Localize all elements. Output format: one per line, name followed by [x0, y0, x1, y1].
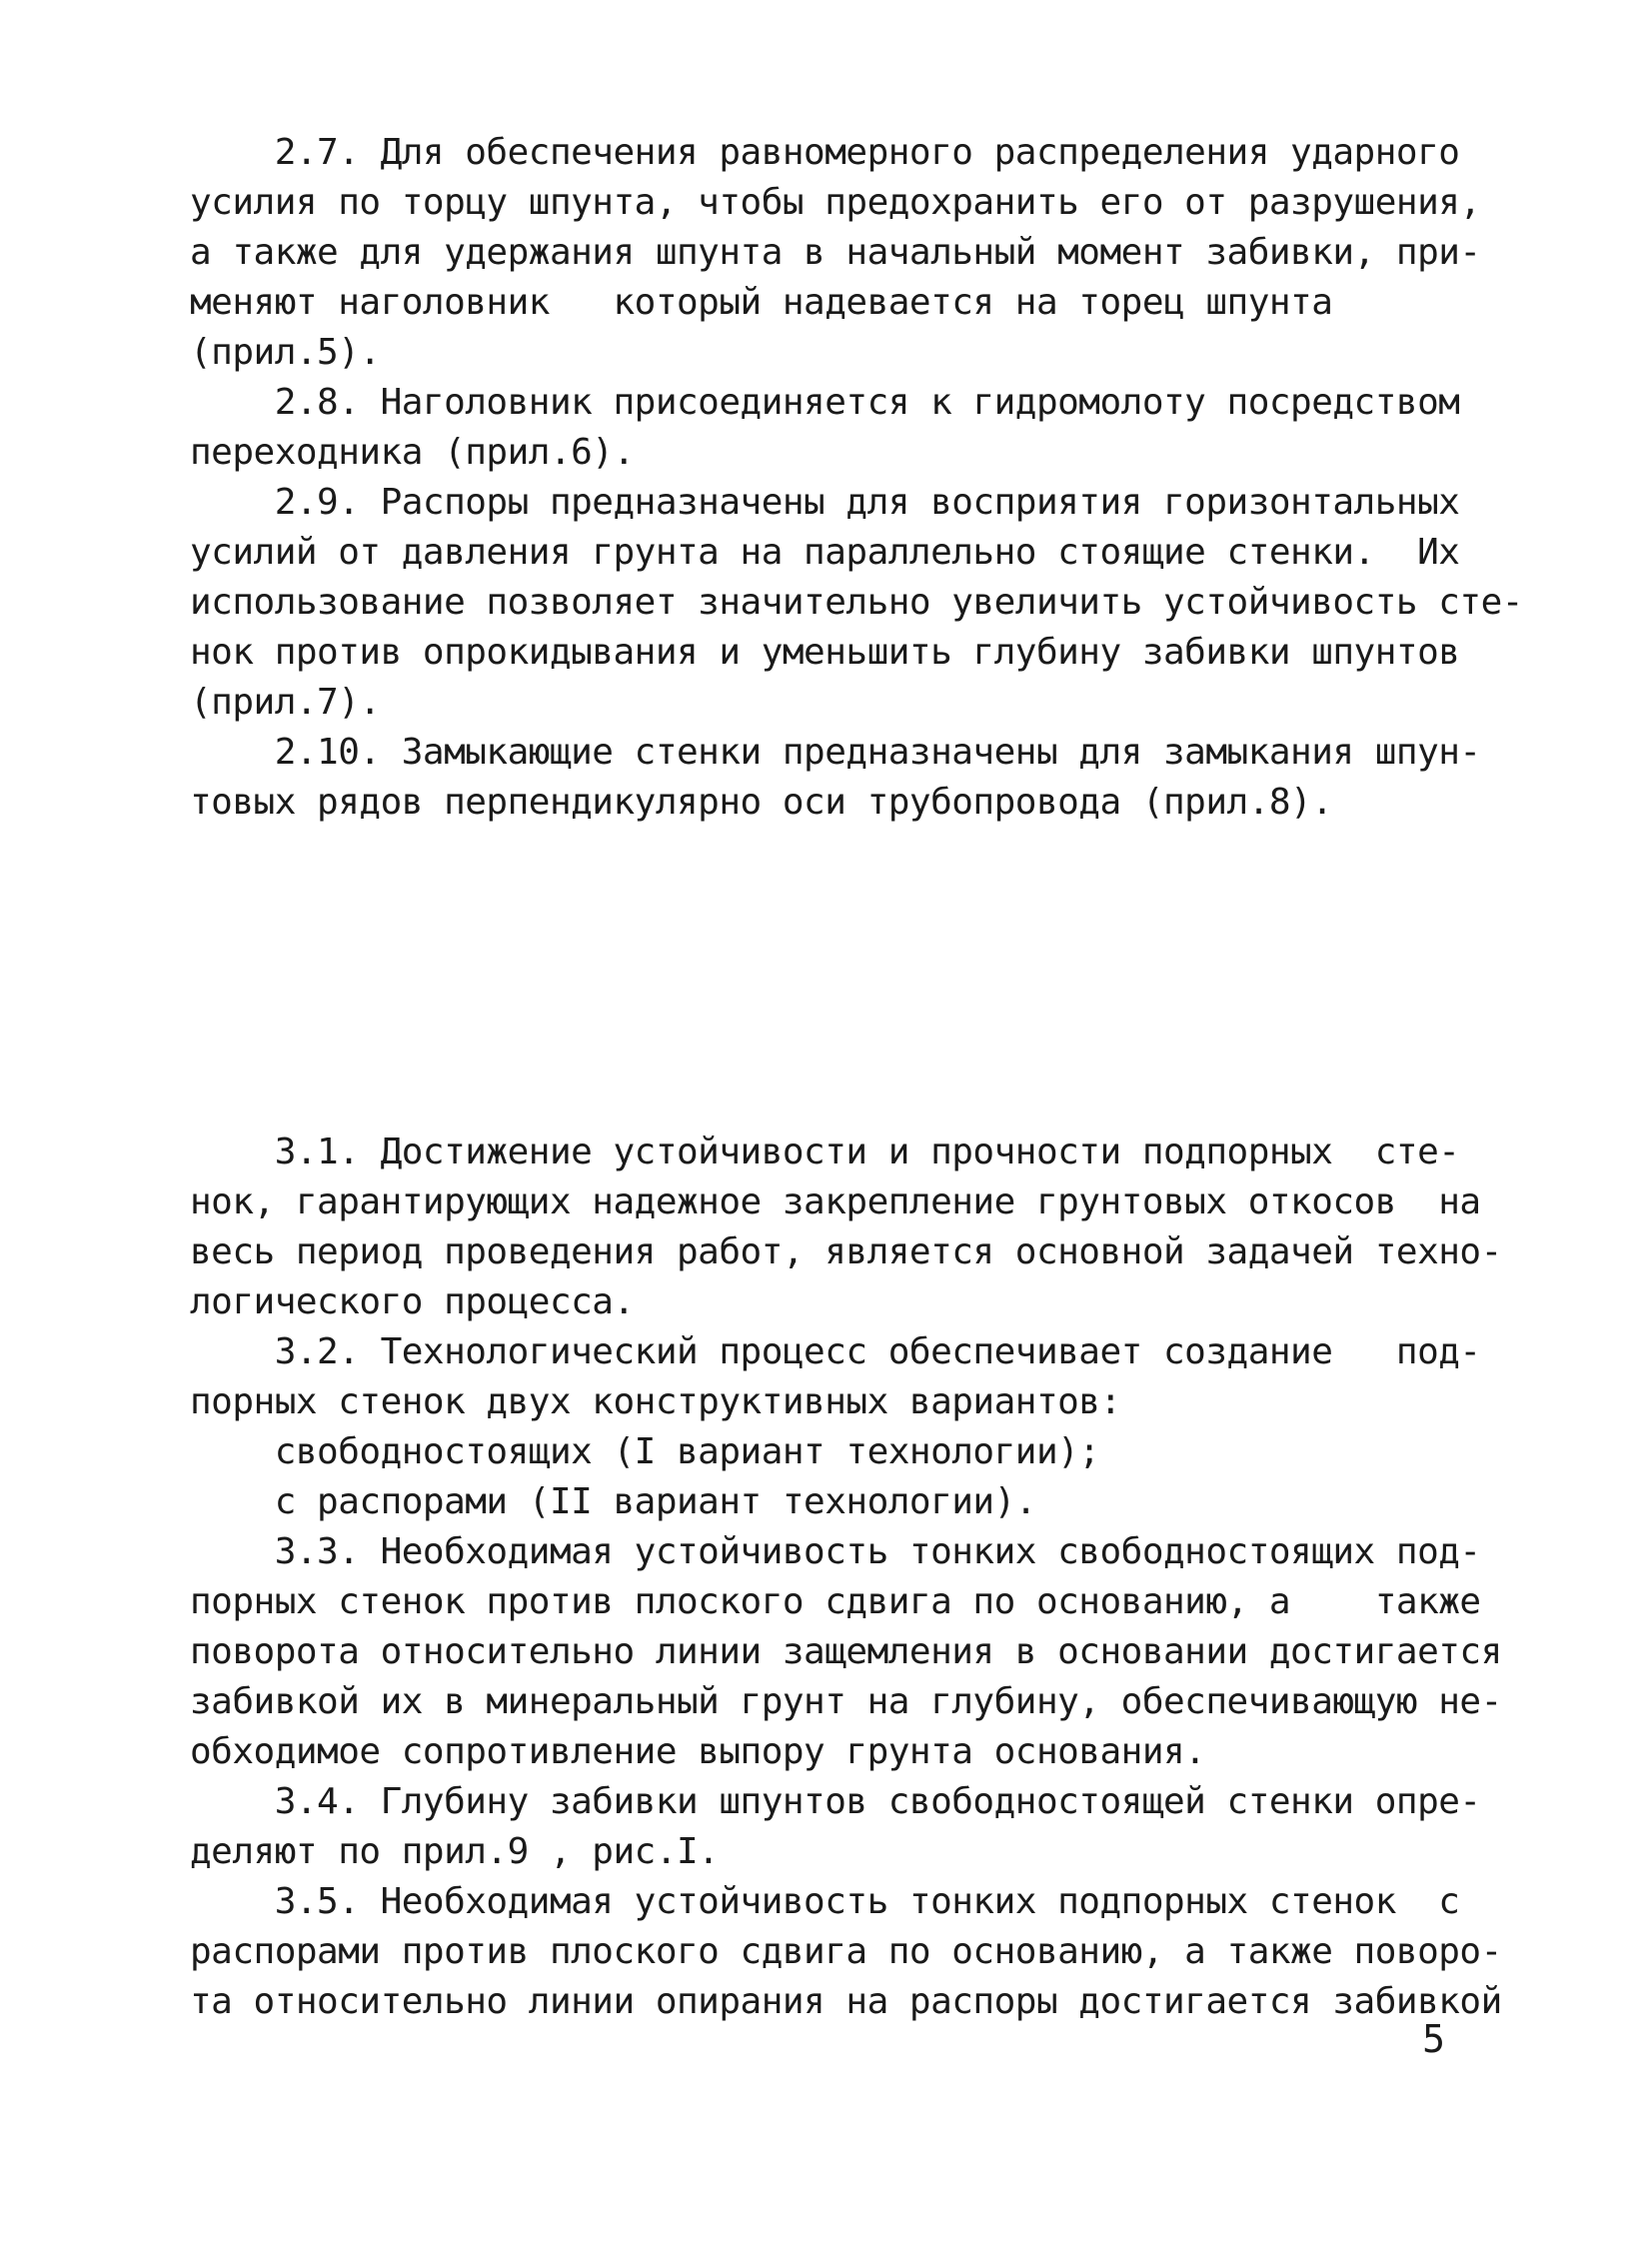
text-line: 2.9. Распоры предназначены для восприятия горизонтальных — [190, 482, 1460, 523]
text-line: (прил.5). — [190, 332, 381, 373]
text-line: распорами против плоского сдвига по основанию, а также поворо- — [190, 1931, 1502, 1972]
text-line: порных стенок против плоского сдвига по основанию, а также — [190, 1581, 1481, 1622]
text-line: поворота относительно линии защемления в основании достигается — [190, 1631, 1502, 1672]
text-line: порных стенок двух конструктивных вариантов: — [190, 1381, 1121, 1422]
text-line: свободностоящих (I вариант технологии); — [190, 1431, 1100, 1472]
text-line: с распорами (II вариант технологии). — [190, 1481, 1036, 1522]
text-line: та относительно линии опирания на распоры достигается забивкой — [190, 1981, 1502, 2022]
text-line: 3.2. Технологический процесс обеспечивает создание под- — [190, 1331, 1481, 1372]
text-line: 2.10. Замыкающие стенки предназначены для замыкания шпун- — [190, 732, 1481, 773]
text-line: 3.3. Необходимая устойчивость тонких свободностоящих под- — [190, 1531, 1481, 1572]
text-line: переходника (прил.6). — [190, 432, 635, 473]
text-line: товых рядов перпендикулярно оси трубопровода (прил.8). — [190, 782, 1333, 823]
text-line: забивкой их в минеральный грунт на глубину, обеспечивающую не- — [190, 1681, 1502, 1722]
text-line: нок против опрокидывания и уменьшить глубину забивки шпунтов — [190, 632, 1460, 673]
text-line: 3.5. Необходимая устойчивость тонких подпорных стенок с — [190, 1881, 1460, 1922]
text-line: весь период проведения работ, является основной задачей техно- — [190, 1231, 1502, 1272]
text-line: использование позволяет значительно увеличить устойчивость сте- — [190, 582, 1523, 623]
text-line: а также для удержания шпунта в начальный момент забивки, при- — [190, 232, 1481, 273]
text-line: 3.4. Глубину забивки шпунтов свободностоящей стенки опре- — [190, 1781, 1481, 1822]
text-line: меняют наголовник который надевается на торец шпунта — [190, 282, 1333, 323]
text-line: (прил.7). — [190, 682, 381, 723]
text-line: деляют по прил.9 , рис.I. — [190, 1831, 720, 1872]
text-line: 2.7. Для обеспечения равномерного распределения ударного — [190, 132, 1460, 173]
text-line: усилия по торцу шпунта, чтобы предохранить его от разрушения, — [190, 182, 1481, 223]
text-line: нок, гарантирующих надежное закрепление грунтовых откосов на — [190, 1181, 1481, 1222]
text-line: усилий от давления грунта на параллельно стоящие стенки. Их — [190, 532, 1460, 573]
page-number: 5 — [1422, 2017, 1445, 2061]
text-line: обходимое сопротивление выпору грунта основания. — [190, 1731, 1206, 1772]
text-line: 2.8. Наголовник присоединяется к гидромолоту посредством — [190, 382, 1460, 423]
text-line: логического процесса. — [190, 1281, 635, 1322]
text-line: 3.1. Достижение устойчивости и прочности подпорных сте- — [190, 1131, 1460, 1172]
